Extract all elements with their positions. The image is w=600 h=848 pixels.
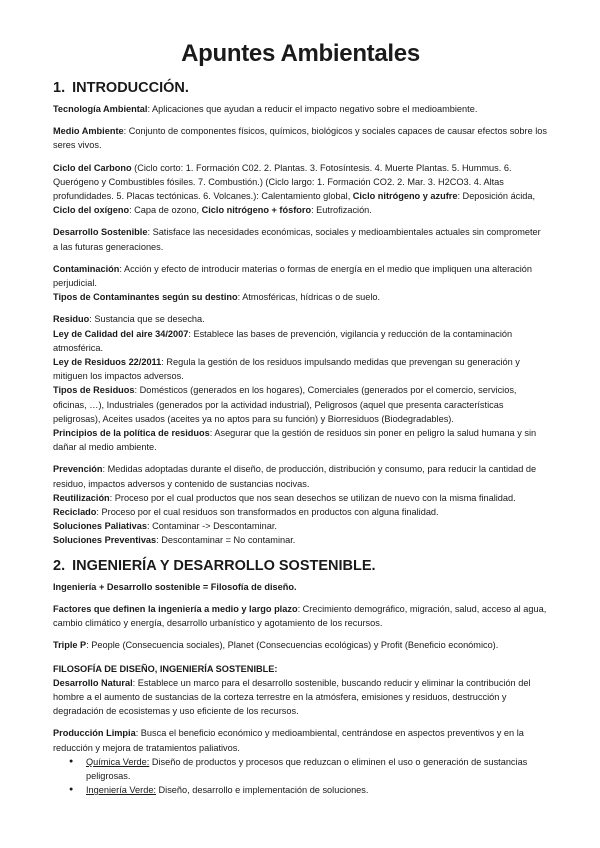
bullet-list bbox=[53, 755, 548, 798]
definition: : Asegurar que la gestión de residuos sin poner en peligro la salud humana y sin dañar al medio ambiente. bbox=[53, 428, 537, 453]
definition: : People (Consecuencia sociales), Planet (Consecuencias ecológicas) y Profit (Beneficio económico). bbox=[86, 640, 499, 651]
definition: : Proceso por el cual productos que nos sean desechos se utilizan de nuevo con la misma finalidad. bbox=[109, 492, 516, 503]
definition: : Descontaminar = No contaminar. bbox=[156, 535, 296, 546]
term: Producción Limpia bbox=[53, 728, 136, 739]
definition: : Establece un marco para el desarrollo sostenible, buscando reducir y eliminar la contribución del hombre a el aumento de sustancias de la corteza terrestre en la atmósfera, emisiones y residuos, destrucción y degradación de ecosistemas y uso eficiente de los recursos. bbox=[53, 677, 531, 717]
definition: : Contaminar -> Descontaminar. bbox=[146, 521, 277, 532]
term: Soluciones Paliativas bbox=[53, 521, 147, 532]
term: Desarrollo Natural bbox=[53, 677, 133, 688]
para-tipos-contaminantes bbox=[53, 290, 548, 304]
para-principios bbox=[53, 426, 548, 454]
para-prevencion bbox=[53, 462, 548, 490]
term: Soluciones Preventivas bbox=[53, 535, 157, 546]
term: Prevención bbox=[53, 464, 103, 475]
para-reutilizacion bbox=[53, 491, 548, 505]
definition: : Medidas adoptadas durante el diseño, de producción, distribución y consumo, para reducir la cantidad de residuo, impactos adversos y contenido de sustancias nocivas. bbox=[53, 464, 537, 489]
para-soluciones-preventivas bbox=[53, 533, 548, 547]
term: Tipos de Residuos bbox=[53, 385, 135, 396]
para-tecnologia bbox=[53, 102, 548, 116]
term: Tipos de Contaminantes según su destino bbox=[53, 292, 238, 303]
definition: : Aplicaciones que ayudan a reducir el impacto negativo sobre el medioambiente. bbox=[147, 104, 478, 114]
para-desarrollo-sostenible bbox=[53, 225, 548, 253]
document-title: Apuntes Ambientales bbox=[181, 40, 420, 67]
term: Ley de Residuos 22/2011 bbox=[53, 357, 162, 368]
term: Ciclo del Carbono bbox=[53, 162, 132, 173]
section-2-title: INGENIERÍA Y DESARROLLO SOSTENIBLE. bbox=[72, 557, 376, 574]
definition: : Conjunto de componentes físicos, químicos, biológicos y sociales capaces de causar efectos sobre los seres vivos. bbox=[53, 126, 547, 151]
term: Contaminación bbox=[53, 263, 120, 274]
term: Triple P bbox=[53, 640, 87, 651]
definition: (Ciclo corto: 1. Formación C02. 2. Plantas. 3. Fotosíntesis. 4. Muerte Plantas. 5. Hummus. 6. Querógeno y Combustibles fósiles. 7. Combustión.) (Ciclo largo: 1. Formación CO2. 2. Mar. 3. H2CO3. 4. Altas profundidades. 5. Placas tectónicas. 6. Volcanes.): Calentamiento global, bbox=[53, 162, 512, 202]
term: Química Verde: bbox=[86, 756, 150, 767]
definition: : Deposición ácida, bbox=[457, 191, 536, 202]
term: Reutilización bbox=[53, 492, 110, 503]
para-ley-calidad-aire bbox=[53, 327, 548, 355]
definition: : Establece las bases de prevención, vigilancia y reducción de la contaminación atmosférica. bbox=[53, 328, 513, 353]
definition: : Acción y efecto de introducir materias o formas de energía en el medio que impliquen una alteración perjudicial. bbox=[53, 263, 533, 289]
definition: : Capa de ozono, bbox=[129, 205, 202, 216]
para-medio-ambiente bbox=[53, 124, 548, 152]
list-item bbox=[86, 783, 548, 797]
definition: : Regula la gestión de los residuos impulsando medidas que prevengan su generación y mitiguen los impactos adversos. bbox=[53, 357, 520, 382]
definition: : Satisface las necesidades económicas, sociales y medioambientales actuales sin comprometer a las futuras generaciones. bbox=[53, 227, 541, 252]
subheading-filosofia: FILOSOFÍA DE DISEÑO, INGENIERÍA SOSTENIBLE: bbox=[53, 663, 278, 674]
para-residuo bbox=[53, 312, 548, 326]
definition: : Proceso por el cual residuos son transformados en productos con alguna finalidad. bbox=[96, 507, 439, 518]
definition: : Domésticos (generados en los hogares), Comerciales (generados por el comercio, servicios, oficinas, …), Industriales (generados por la actividad industrial), Peligrosos (aquel que presenta características peligrosas), Aceites usados (aceites ya no aptos para su función) y Biorresiduos (Biodegradables). bbox=[53, 385, 517, 424]
term: Ley de Calidad del aire 34/2007 bbox=[53, 328, 189, 339]
definition: : Busca el beneficio económico y medioambiental, centrándose en aspectos preventivos y en la reducción y mejora de tratamientos paliativos. bbox=[53, 728, 524, 753]
section-2-heading bbox=[53, 557, 548, 576]
term: Tecnología Ambiental bbox=[53, 104, 148, 114]
term: Reciclado bbox=[53, 507, 97, 518]
para-ciclo-carbono bbox=[53, 161, 548, 218]
para-factores bbox=[53, 602, 548, 630]
definition: : Crecimiento demográfico, migración, salud, acceso al agua, cambio climático y energía, desarrollo urbanístico y agotamiento de los recursos. bbox=[53, 603, 547, 629]
section-2-number: 2. bbox=[53, 557, 66, 574]
section-1-number: 1. bbox=[53, 80, 66, 96]
section-1-title: INTRODUCCIÓN. bbox=[72, 80, 189, 96]
definition: Diseño, desarrollo e implementación de soluciones. bbox=[155, 785, 369, 796]
para-triple-p bbox=[53, 638, 548, 652]
formula-text: Ingeniería + Desarrollo sostenible = Filosofía de diseño. bbox=[53, 581, 297, 592]
section-1-heading bbox=[53, 79, 548, 98]
term: Residuo bbox=[53, 314, 90, 325]
term: Ingeniería Verde: bbox=[86, 785, 156, 796]
definition: : Eutrofización. bbox=[311, 205, 372, 216]
term: Medio Ambiente bbox=[53, 126, 124, 137]
definition: : Sustancia que se desecha. bbox=[89, 314, 205, 325]
term: Factores que definen la ingeniería a medio y largo plazo bbox=[53, 603, 298, 614]
term: Ciclo nitrógeno + fósforo bbox=[201, 205, 312, 216]
para-produccion-limpia bbox=[53, 726, 548, 754]
term: Desarrollo Sostenible bbox=[53, 227, 148, 238]
term: Principios de la política de residuos bbox=[53, 428, 210, 439]
list-item bbox=[86, 755, 548, 783]
para-reciclado bbox=[53, 505, 548, 519]
para-formula bbox=[53, 580, 548, 594]
term: Ciclo del oxígeno bbox=[53, 205, 130, 216]
para-contaminacion bbox=[53, 262, 548, 290]
term: Ciclo nitrógeno y azufre bbox=[352, 191, 458, 202]
para-ley-residuos bbox=[53, 355, 548, 383]
definition: Diseño de productos y procesos que reduzcan o eliminen el uso o generación de sustancias peligrosas. bbox=[86, 756, 528, 781]
definition: : Atmosféricas, hídricas o de suelo. bbox=[237, 292, 381, 303]
para-desarrollo-natural bbox=[53, 676, 548, 719]
para-tipos-residuos bbox=[53, 383, 548, 426]
para-soluciones-paliativas bbox=[53, 519, 548, 533]
